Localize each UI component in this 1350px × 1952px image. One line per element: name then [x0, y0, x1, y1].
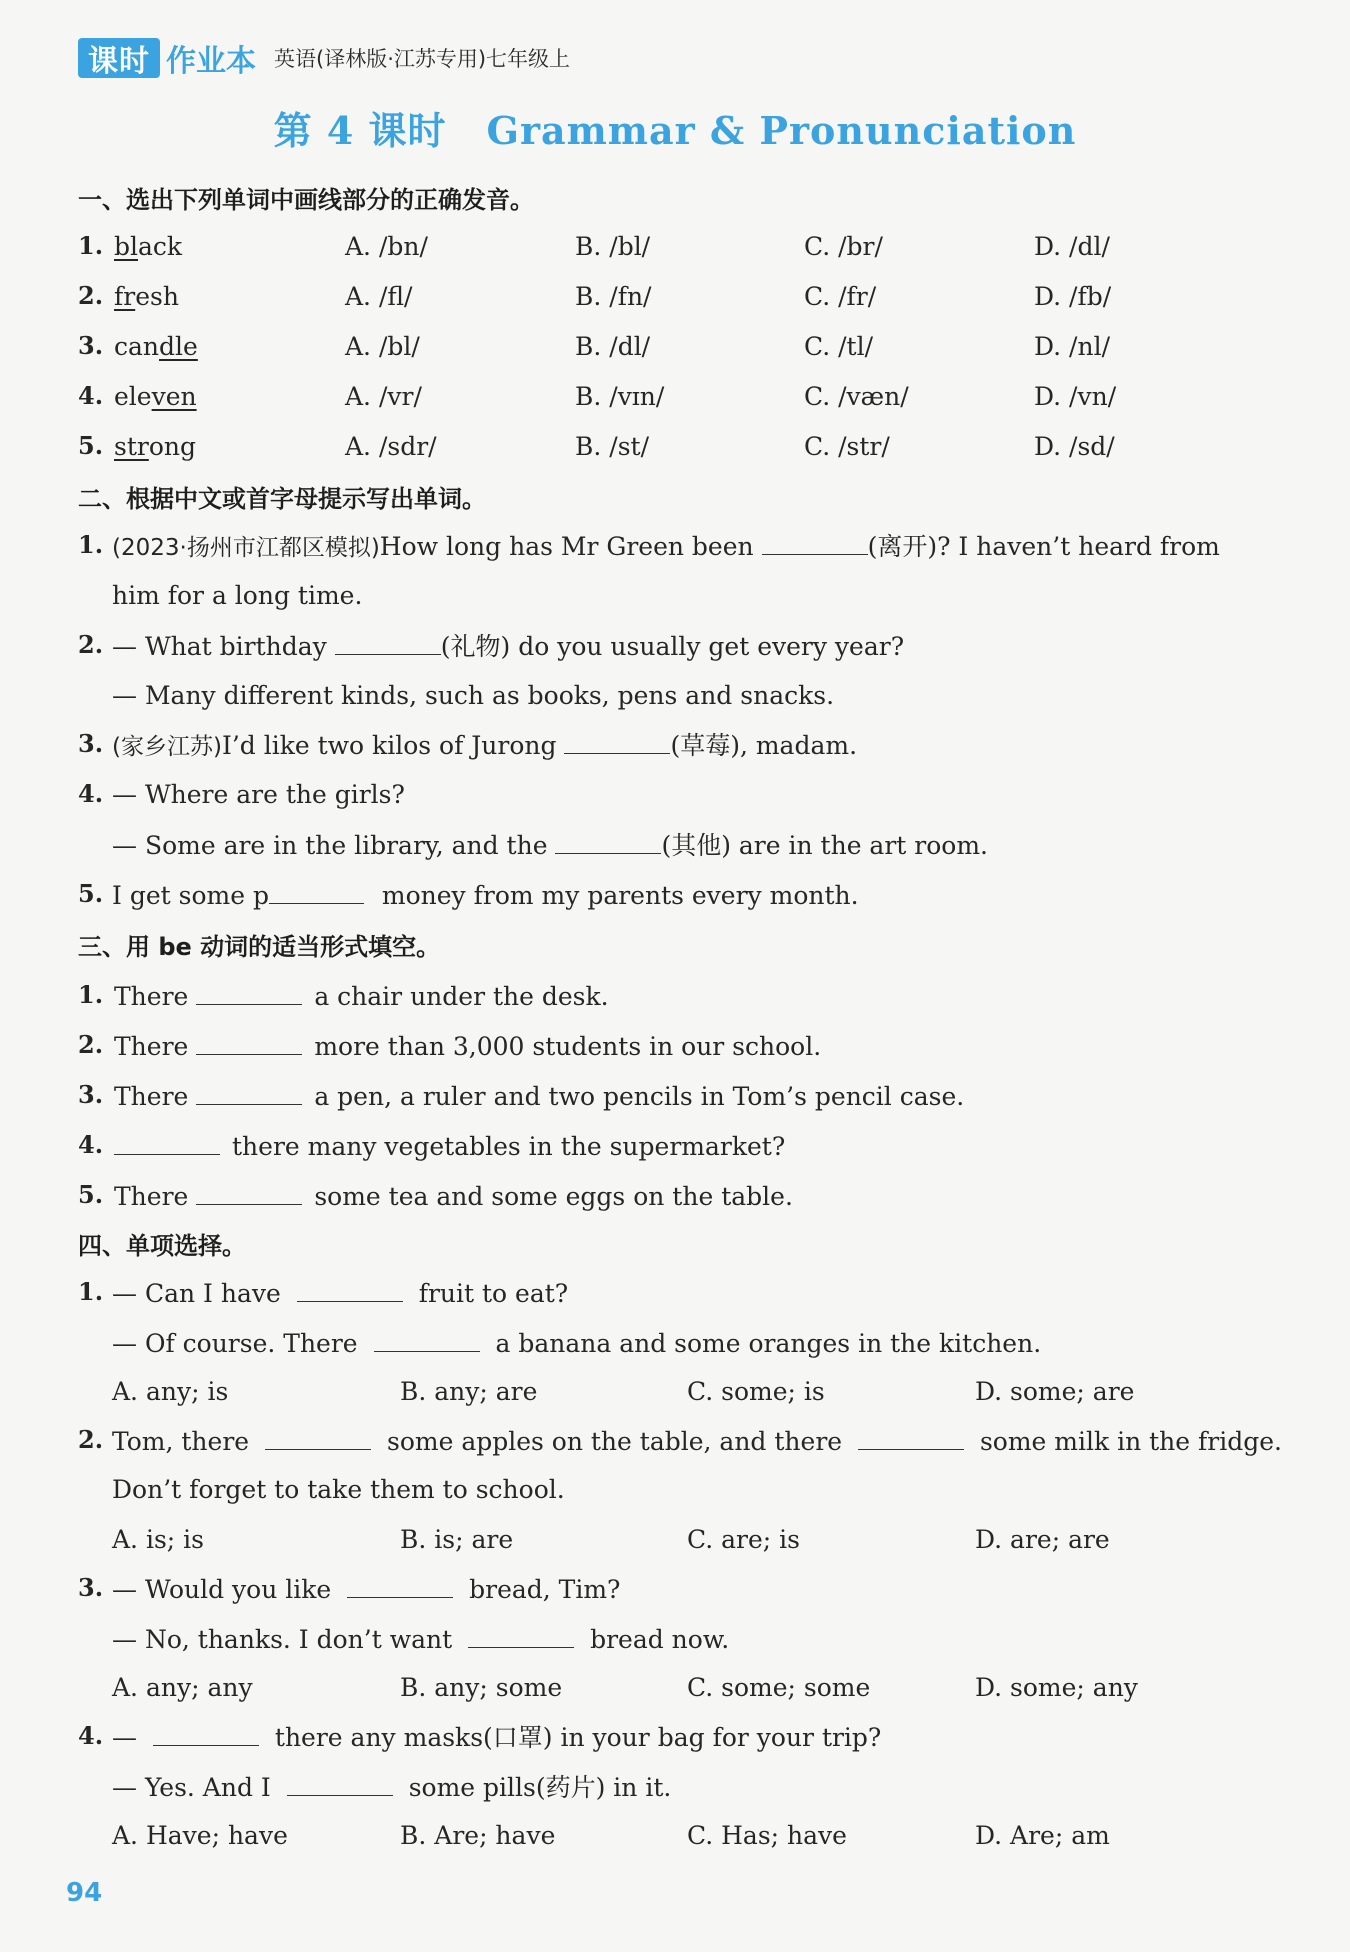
word-suffix: ong	[148, 432, 196, 461]
choice-option-a[interactable]: A. is; is	[112, 1525, 204, 1554]
choice-option-b[interactable]: B. /vɪn/	[575, 382, 665, 411]
question-text: —	[112, 1723, 137, 1752]
page-header	[78, 36, 570, 80]
lesson-title	[0, 100, 1350, 155]
fill-be-question	[114, 978, 609, 1015]
section-heading-1: 一、选出下列单词中画线部分的正确发音。	[78, 186, 534, 214]
question-text: — Would you like	[112, 1575, 332, 1604]
answer-blank[interactable]	[468, 1621, 574, 1648]
question-text: — Where are the girls?	[112, 780, 405, 809]
question-number: 2.	[78, 1425, 104, 1454]
section-heading-2: 二、根据中文或首字母提示写出单词。	[78, 485, 486, 513]
underlined-letters: dle	[159, 332, 198, 361]
question-number: 1.	[78, 980, 104, 1009]
word-prefix: can	[114, 332, 160, 361]
question-number: 5.	[78, 431, 104, 460]
lesson-topic: Grammar & Pronunciation	[486, 108, 1077, 153]
section-heading-4: 四、单项选择。	[78, 1232, 246, 1260]
question-number: 3.	[78, 1080, 104, 1109]
underlined-letters: ven	[151, 382, 197, 411]
choice-option-a[interactable]: A. any; is	[112, 1377, 229, 1406]
fill-question-4	[112, 827, 988, 864]
book-subtitle: 英语(译林版·江苏专用)七年级上	[274, 47, 571, 71]
choice-option-c[interactable]: C. /væn/	[804, 382, 909, 411]
question-text: — Yes. And I	[112, 1773, 271, 1802]
answer-blank[interactable]	[297, 1275, 403, 1302]
choice-question-4-line-1	[112, 1719, 881, 1756]
question-text: a pen, a ruler and two pencils in Tom’s pencil case.	[314, 1082, 965, 1111]
choice-option-a[interactable]: A. /fl/	[345, 282, 413, 311]
question-text: I get some p	[112, 881, 269, 910]
answer-blank[interactable]	[196, 1178, 302, 1205]
question-text: Tom, there	[112, 1427, 250, 1456]
choice-question-3-line-1	[112, 1571, 620, 1608]
answer-blank[interactable]	[762, 528, 868, 555]
choice-option-a[interactable]: A. /bn/	[345, 232, 428, 261]
pronunciation-word	[114, 229, 182, 265]
choice-question-2-line-1	[112, 1423, 1282, 1460]
section-heading-3: 三、用 be 动词的适当形式填空。	[78, 933, 441, 961]
question-source: (家乡江苏)	[112, 734, 222, 760]
choice-option-d[interactable]: D. /dl/	[1034, 232, 1110, 261]
choice-option-b[interactable]: B. /bl/	[575, 232, 651, 261]
fill-question-5	[112, 877, 859, 914]
question-number: 2.	[78, 281, 104, 310]
question-number: 2.	[78, 630, 104, 659]
question-number: 1.	[78, 231, 104, 260]
choice-option-c[interactable]: C. /fr/	[804, 282, 877, 311]
choice-option-a[interactable]: A. Have; have	[112, 1821, 288, 1850]
brand-name: 作业本	[166, 44, 256, 79]
answer-blank[interactable]	[196, 1028, 302, 1055]
choice-option-a[interactable]: A. /sdr/	[345, 432, 437, 461]
pronunciation-word	[114, 329, 198, 365]
choice-option-b[interactable]: B. any; are	[400, 1377, 538, 1406]
question-number: 1.	[78, 1277, 104, 1306]
question-text: him for a long time.	[112, 581, 363, 610]
question-text: (礼物) do you usually get every year?	[440, 632, 905, 661]
choice-option-d[interactable]: D. some; any	[975, 1673, 1138, 1702]
answer-blank[interactable]	[196, 978, 302, 1005]
choice-question-1-line-2	[112, 1325, 1041, 1362]
choice-question-4-line-2	[112, 1769, 671, 1806]
question-text: a chair under the desk.	[314, 982, 609, 1011]
question-text: I’d like two kilos of Jurong	[221, 731, 557, 760]
word-suffix: ack	[138, 232, 183, 261]
question-text: There	[114, 982, 189, 1011]
question-number: 3.	[78, 729, 104, 758]
word-suffix: esh	[135, 282, 179, 311]
choice-option-d[interactable]: D. Are; am	[975, 1821, 1110, 1850]
answer-blank[interactable]	[564, 727, 670, 754]
answer-blank[interactable]	[858, 1423, 964, 1450]
question-text: some apples on the table, and there	[386, 1427, 843, 1456]
brand-logo: 课时	[78, 38, 160, 78]
choice-option-d[interactable]: D. are; are	[975, 1525, 1110, 1554]
question-text: — Some are in the library, and the	[112, 831, 548, 860]
answer-blank[interactable]	[287, 1769, 393, 1796]
choice-option-c[interactable]: C. /tl/	[804, 332, 874, 361]
choice-option-c[interactable]: C. /br/	[804, 232, 883, 261]
question-text: (离开)? I haven’t heard from	[867, 532, 1220, 561]
answer-blank[interactable]	[347, 1571, 453, 1598]
choice-option-a[interactable]: A. /bl/	[345, 332, 420, 361]
question-text: (草莓), madam.	[670, 731, 858, 760]
question-text: more than 3,000 students in our school.	[314, 1032, 822, 1061]
answer-blank[interactable]	[153, 1719, 259, 1746]
pronunciation-word	[114, 279, 179, 315]
question-text: bread, Tim?	[469, 1575, 621, 1604]
choice-question-1-line-1	[112, 1275, 568, 1312]
page-number: 94	[66, 1878, 103, 1908]
question-text: — Of course. There	[112, 1329, 358, 1358]
choice-option-b[interactable]: B. Are; have	[400, 1821, 556, 1850]
choice-question-3-line-2	[112, 1621, 729, 1658]
question-text: some pills(药片) in it.	[408, 1773, 672, 1802]
answer-blank[interactable]	[269, 877, 364, 904]
choice-option-b[interactable]: B. /dl/	[575, 332, 651, 361]
question-number: 3.	[78, 1573, 104, 1602]
word-prefix: ele	[114, 382, 152, 411]
choice-option-d[interactable]: D. /vn/	[1034, 382, 1117, 411]
answer-blank[interactable]	[374, 1325, 480, 1352]
choice-option-d[interactable]: D. /nl/	[1034, 332, 1110, 361]
question-text: some tea and some eggs on the table.	[314, 1182, 793, 1211]
question-text: money from my parents every month.	[381, 881, 859, 910]
fill-be-question	[114, 1128, 785, 1165]
choice-option-a[interactable]: A. any; any	[112, 1673, 253, 1702]
choice-option-c[interactable]: C. /str/	[804, 432, 890, 461]
choice-option-b[interactable]: B. /fn/	[575, 282, 652, 311]
answer-blank[interactable]	[335, 628, 441, 655]
question-number: 4.	[78, 1130, 104, 1159]
underlined-letters: fr	[114, 282, 136, 311]
fill-be-question	[114, 1028, 821, 1065]
question-number: 4.	[78, 779, 104, 808]
pronunciation-word	[114, 379, 197, 415]
fill-question-1	[112, 528, 1220, 566]
answer-blank[interactable]	[265, 1423, 371, 1450]
question-text: How long has Mr Green been	[379, 532, 754, 561]
answer-blank[interactable]	[555, 827, 661, 854]
choice-option-d[interactable]: D. /fb/	[1034, 282, 1112, 311]
question-number: 1.	[78, 530, 104, 559]
choice-option-d[interactable]: D. some; are	[975, 1377, 1135, 1406]
question-text: fruit to eat?	[418, 1279, 569, 1308]
fill-be-question	[114, 1178, 793, 1215]
question-text: Don’t forget to take them to school.	[112, 1475, 565, 1504]
question-text: a banana and some oranges in the kitchen.	[495, 1329, 1042, 1358]
fill-question-2	[112, 628, 904, 665]
question-text: bread now.	[590, 1625, 730, 1654]
question-number: 4.	[78, 1721, 104, 1750]
fill-be-question	[114, 1078, 964, 1115]
question-number: 5.	[78, 879, 104, 908]
question-text: — Can I have	[112, 1279, 281, 1308]
choice-option-c[interactable]: C. are; is	[687, 1525, 800, 1554]
question-number: 2.	[78, 1030, 104, 1059]
answer-blank[interactable]	[114, 1128, 220, 1155]
choice-option-b[interactable]: B. any; some	[400, 1673, 563, 1702]
question-text: — What birthday	[112, 632, 327, 661]
question-text: There	[114, 1182, 189, 1211]
question-number: 4.	[78, 381, 104, 410]
choice-option-b[interactable]: B. is; are	[400, 1525, 514, 1554]
underlined-letters: str	[114, 432, 149, 461]
pronunciation-word	[114, 429, 196, 465]
question-text: — No, thanks. I don’t want	[112, 1625, 453, 1654]
choice-option-c[interactable]: C. Has; have	[687, 1821, 847, 1850]
question-source: (2023·扬州市江都区模拟)	[112, 535, 380, 561]
question-text: there many vegetables in the supermarket?	[232, 1132, 786, 1161]
lesson-number: 第 4 课时	[273, 108, 447, 153]
question-number: 3.	[78, 331, 104, 360]
choice-option-b[interactable]: B. /st/	[575, 432, 649, 461]
choice-option-c[interactable]: C. some; some	[687, 1673, 871, 1702]
fill-question-3	[112, 727, 857, 765]
choice-option-d[interactable]: D. /sd/	[1034, 432, 1115, 461]
choice-option-c[interactable]: C. some; is	[687, 1377, 825, 1406]
question-text: there any masks(口罩) in your bag for your trip?	[274, 1723, 882, 1752]
question-text: There	[114, 1032, 189, 1061]
question-number: 5.	[78, 1180, 104, 1209]
answer-blank[interactable]	[196, 1078, 302, 1105]
question-text: some milk in the fridge.	[979, 1427, 1282, 1456]
question-text: — Many different kinds, such as books, pens and snacks.	[112, 681, 835, 710]
choice-option-a[interactable]: A. /vr/	[345, 382, 422, 411]
question-text: (其他) are in the art room.	[661, 831, 988, 860]
underlined-letters: bl	[114, 232, 138, 261]
question-text: There	[114, 1082, 189, 1111]
